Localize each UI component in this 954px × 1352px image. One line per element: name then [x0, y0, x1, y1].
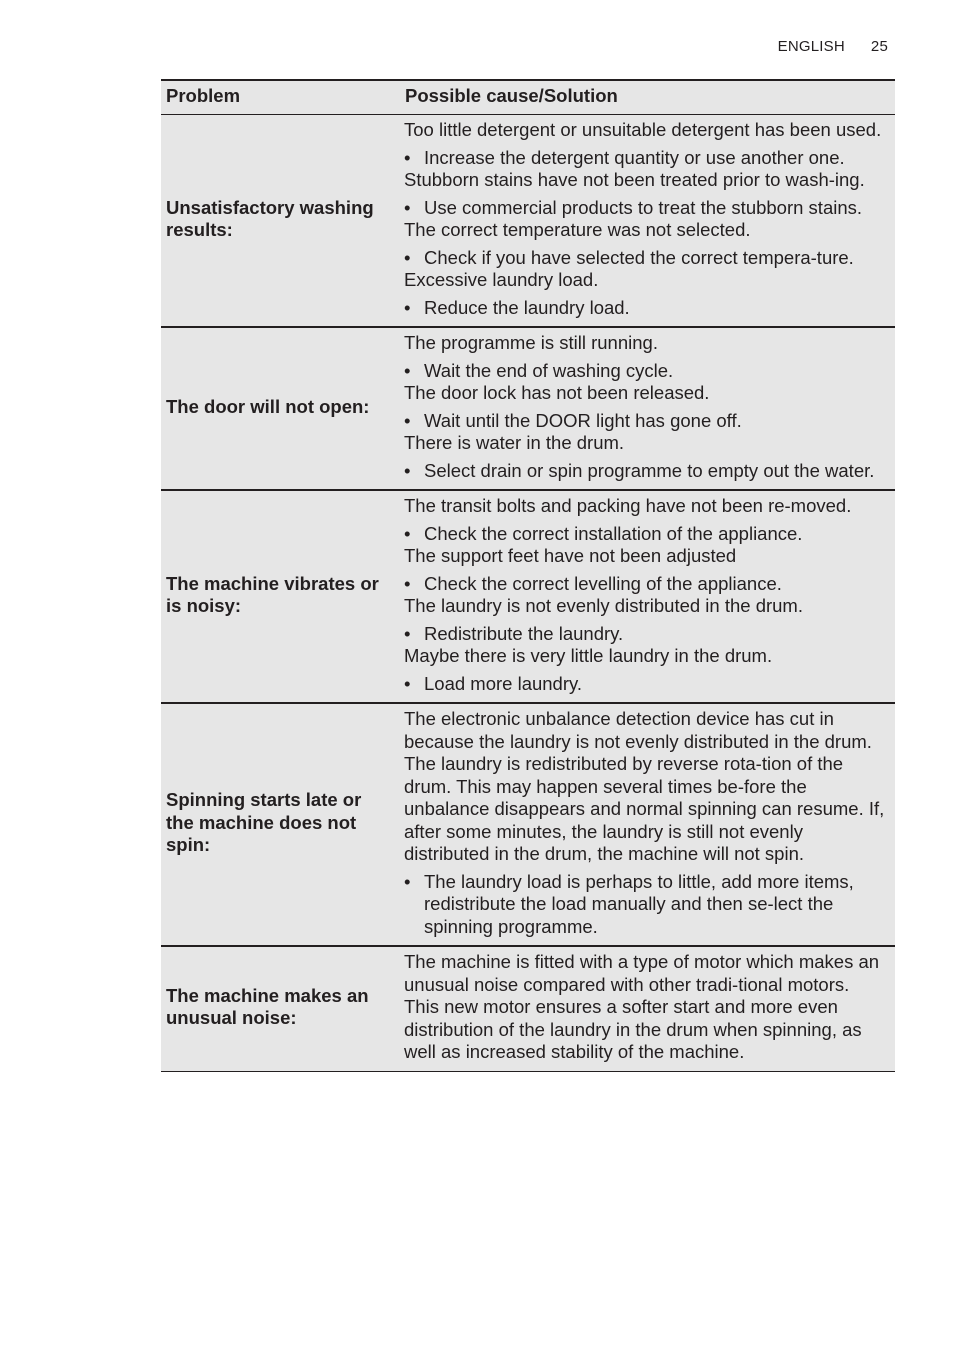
solution-list — [404, 573, 887, 596]
page-header — [778, 38, 888, 55]
cause-text: Excessive laundry load. — [404, 269, 599, 290]
problem-cell: Unsatisfactory washing results: — [161, 115, 400, 328]
solution-list — [404, 360, 887, 383]
solution-list — [404, 523, 887, 546]
solution-item: • Wait the end of washing cycle. — [404, 360, 887, 383]
cause-text: The machine is fitted with a type of motor which makes an unusual noise compared with other tradi-tional motors. This new motor ensures a softer start and more even distribution of the laundry in the drum when spinning, as well as increased stability of the machine. — [404, 951, 880, 1062]
troubleshooting-table — [161, 79, 895, 1072]
table-row — [161, 115, 895, 328]
solution-list — [404, 460, 887, 483]
problem-cell: The door will not open: — [161, 327, 400, 490]
cause-text: Maybe there is very little laundry in the drum. — [404, 645, 773, 666]
cause-text: The programme is still running. — [404, 332, 658, 353]
language-label: ENGLISH — [777, 38, 845, 55]
solution-cell — [400, 327, 895, 490]
solution-item: • Check the correct levelling of the appliance. — [404, 573, 887, 596]
solution-cell — [400, 115, 895, 328]
solution-list — [404, 147, 887, 170]
cause-text: The electronic unbalance detection device has cut in because the laundry is not evenly distributed in the drum. The laundry is redistributed by reverse rota-tion of the drum. This may happen several times be-fore the unbalance disappears and normal spinning can resume. If, after some minutes, the laundry is still not evenly distributed in the drum, the machine will not spin. — [404, 708, 885, 864]
solution-item: • Select drain or spin programme to empty out the water. — [404, 460, 887, 483]
solution-cell — [400, 946, 895, 1071]
cause-text: The laundry is not evenly distributed in the drum. — [404, 595, 803, 616]
cause-text: There is water in the drum. — [404, 432, 625, 453]
table-row — [161, 490, 895, 703]
table-header-row — [161, 80, 895, 115]
cause-text: The transit bolts and packing have not been re-moved. — [404, 495, 852, 516]
solution-item: • Load more laundry. — [404, 673, 887, 696]
cause-text: Stubborn stains have not been treated prior to wash-ing. — [404, 169, 865, 190]
solution-cell — [400, 703, 895, 946]
solution-list — [404, 673, 887, 696]
solution-item: • Reduce the laundry load. — [404, 297, 887, 320]
cause-text: The support feet have not been adjusted — [404, 545, 737, 566]
solution-item: • The laundry load is perhaps to little, add more items, redistribute the load manually and then se-lect the spinning programme. — [404, 871, 887, 939]
cause-text: The door lock has not been released. — [404, 382, 710, 403]
solution-list — [404, 623, 887, 646]
problem-cell: The machine makes an unusual noise: — [161, 946, 400, 1071]
cause-text: Too little detergent or unsuitable detergent has been used. — [404, 119, 882, 140]
solution-item: • Check the correct installation of the appliance. — [404, 523, 887, 546]
solution-item: • Use commercial products to treat the stubborn stains. — [404, 197, 887, 220]
cause-text: The correct temperature was not selected. — [404, 219, 751, 240]
solution-list — [404, 197, 887, 220]
table-row — [161, 946, 895, 1071]
column-header-solution: Possible cause/Solution — [400, 80, 895, 115]
table-row — [161, 327, 895, 490]
solution-item: • Wait until the DOOR light has gone off. — [404, 410, 887, 433]
solution-list — [404, 297, 887, 320]
solution-cell — [400, 490, 895, 703]
solution-item: • Increase the detergent quantity or use another one. — [404, 147, 887, 170]
problem-cell: Spinning starts late or the machine does not spin: — [161, 703, 400, 946]
page-number: 25 — [870, 38, 888, 55]
solution-item: • Redistribute the laundry. — [404, 623, 887, 646]
solution-list — [404, 871, 887, 939]
solution-list — [404, 247, 887, 270]
solution-list — [404, 410, 887, 433]
table-row — [161, 703, 895, 946]
problem-cell: The machine vibrates or is noisy: — [161, 490, 400, 703]
column-header-problem: Problem — [161, 80, 400, 115]
solution-item: • Check if you have selected the correct tempera-ture. — [404, 247, 887, 270]
